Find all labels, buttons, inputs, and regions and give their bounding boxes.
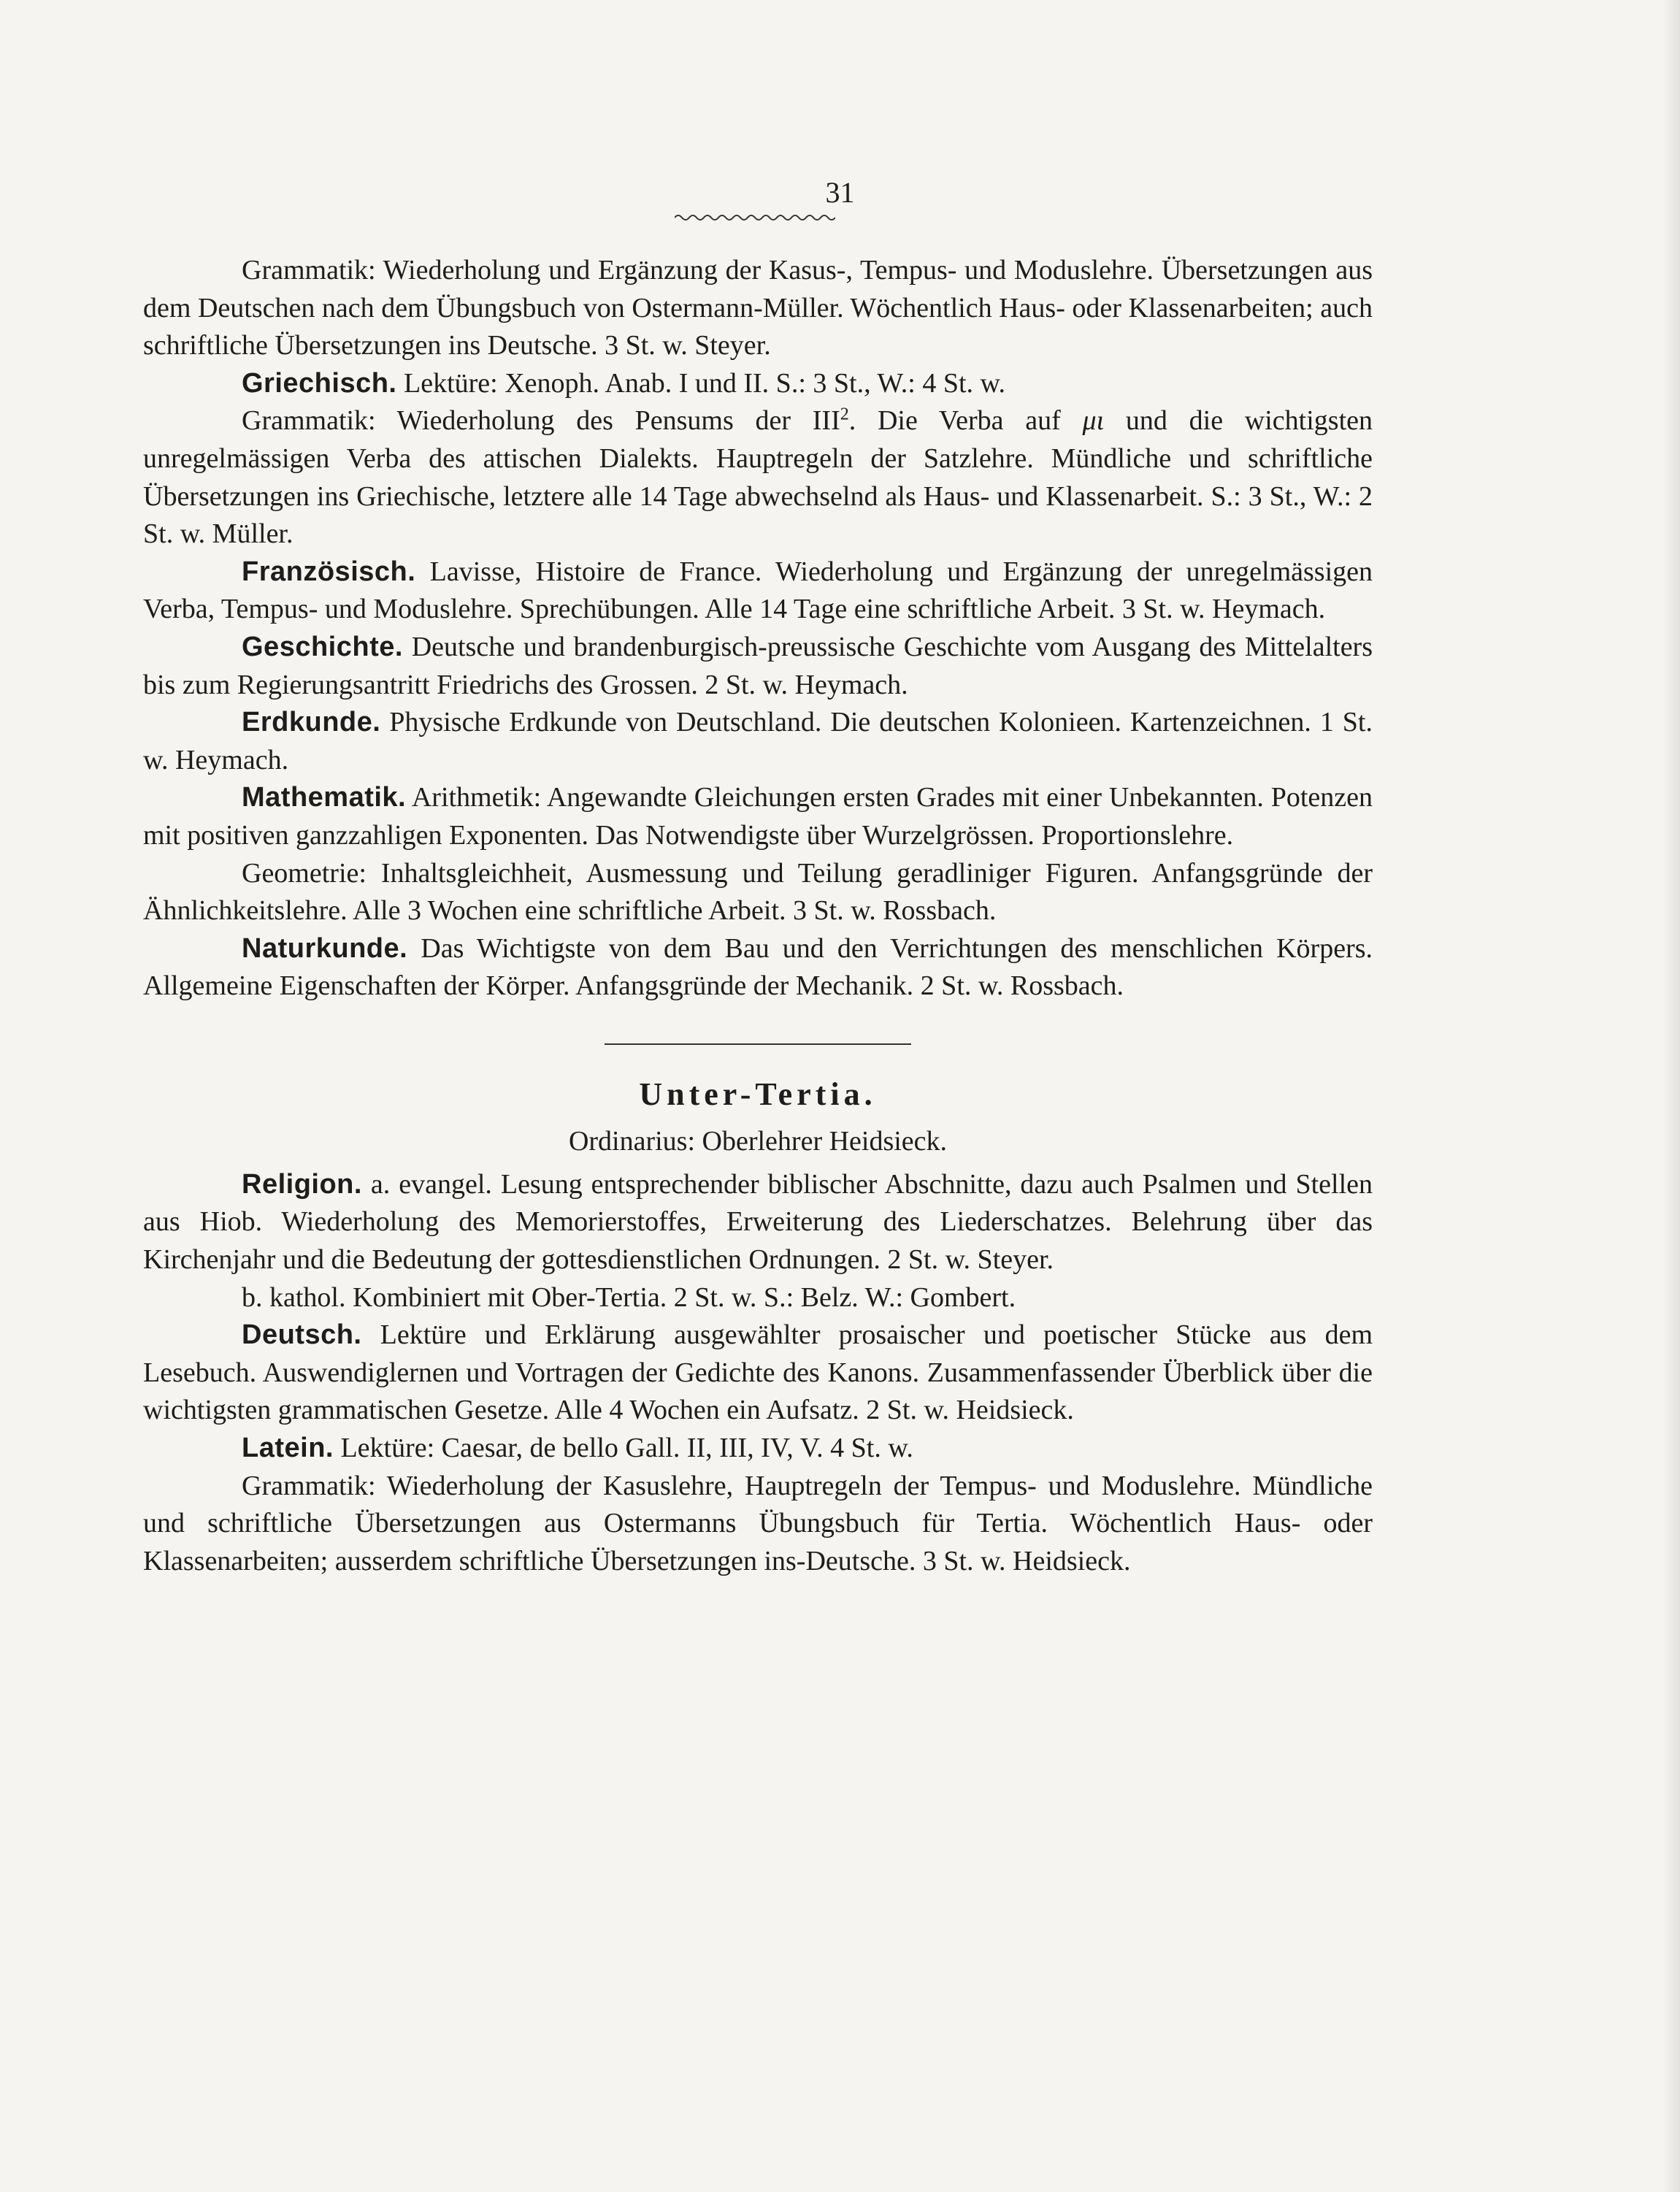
erdkunde-text: Physische Erdkunde von Deutschland. Die deutschen Kolonieen. Kartenzeichnen. 1 St. w. Heymach.	[143, 707, 1373, 775]
franzoesisch-heading: Französisch.	[242, 556, 416, 587]
griechisch-paragraph	[143, 365, 1373, 403]
greek-mu-iota: μι	[1082, 405, 1105, 437]
mathematik-heading: Mathematik.	[242, 782, 407, 813]
franzoesisch-text: Lavisse, Histoire de France. Wiederholung und Ergänzung der unregelmässigen Verba, Tempus- und Moduslehre. Sprechübungen. Alle 14 Tage eine schriftliche Arbeit. 3 St. w. Heymach.	[143, 556, 1373, 625]
text-column	[143, 252, 1373, 1580]
religion-paragraph	[143, 1166, 1373, 1279]
geschichte-text: Deutsche und brandenburgisch-preussische Geschichte vom Ausgang des Mittelalters bis zum Regierungsantritt Friedrichs des Grossen. 2 St. w. Heymach.	[143, 631, 1373, 700]
ordinarius-line: Ordinarius: Oberlehrer Heidsieck.	[568, 1125, 948, 1157]
erdkunde-paragraph	[143, 704, 1373, 779]
naturkunde-text: Das Wichtigste von dem Bau und den Verrichtungen des menschlichen Körpers. Allgemeine Eigenschaften der Körper. Anfangsgründe der Mechanik. 2 St. w. Rossbach.	[143, 932, 1373, 1002]
erdkunde-heading: Erdkunde.	[242, 707, 381, 738]
religion-katholisch-text: b. kathol. Kombiniert mit Ober-Tertia. 2 St. w. S.: Belz. W.: Gombert.	[242, 1281, 1016, 1313]
mathematik-paragraph	[143, 779, 1373, 854]
mathematik-text: Arithmetik: Angewandte Gleichungen ersten Grades mit einer Unbekannten. Potenzen mit positiven ganzzahligen Exponenten. Das Notwendigste über Wurzelgrössen. Proportionslehre.	[143, 782, 1373, 851]
griechisch-grammatik-paragraph	[143, 402, 1373, 553]
latein-heading: Latein.	[242, 1433, 334, 1464]
wavy-rule-ornament	[675, 212, 835, 223]
latein-grammatik-ut-paragraph	[143, 1468, 1373, 1581]
griechisch-grammatik-part-a: Grammatik: Wiederholung des Pensums der III	[242, 405, 840, 437]
religion-heading: Religion.	[242, 1168, 362, 1200]
naturkunde-paragraph	[143, 930, 1373, 1005]
geschichte-paragraph	[143, 629, 1373, 704]
geometrie-text: Geometrie: Inhaltsgleichheit, Ausmessung und Teilung geradliniger Figuren. Anfangsgründe der Ähnlichkeitslehre. Alle 3 Wochen eine schriftliche Arbeit. 3 St. w. Rossbach.	[143, 857, 1373, 927]
page-number: 31	[825, 176, 855, 209]
page-edge-shadow	[1662, 0, 1680, 2192]
geschichte-heading: Geschichte.	[242, 631, 403, 662]
latein-grammatik-ut-text: Grammatik: Wiederholung der Kasuslehre, Hauptregeln der Tempus- und Moduslehre. Mündliche und schriftliche Übersetzungen aus Ostermanns Übungsbuch für Tertia. Wöchentlich Haus- oder Klassenarbeiten; ausserdem schriftliche Übersetzungen ins-Deutsche. 3 St. w. Heidsieck.	[143, 1470, 1373, 1576]
latein-paragraph	[143, 1430, 1373, 1468]
griechisch-grammatik-part-b: . Die Verba auf	[848, 405, 1061, 437]
religion-katholisch-paragraph	[143, 1279, 1373, 1317]
deutsch-paragraph	[143, 1317, 1373, 1430]
section-divider	[605, 1043, 911, 1045]
franzoesisch-paragraph	[143, 553, 1373, 629]
latein-grammatik-paragraph	[143, 252, 1373, 365]
griechisch-text: Lektüre: Xenoph. Anab. I und II. S.: 3 St., W.: 4 St. w.	[403, 367, 1005, 399]
deutsch-heading: Deutsch.	[242, 1319, 362, 1351]
griechisch-grammatik-superscript: 2	[840, 405, 849, 424]
deutsch-text: Lektüre und Erklärung ausgewählter prosaischer und poetischer Stücke aus dem Lesebuch. Auswendiglernen und Vortragen der Gedichte des Kanons. Zusammenfassender Überblick über die wichtigsten grammatischen Gesetze. Alle 4 Wochen ein Aufsatz. 2 St. w. Heidsieck.	[143, 1319, 1373, 1426]
latein-text: Lektüre: Caesar, de bello Gall. II, III, IV, V. 4 St. w.	[340, 1433, 913, 1464]
religion-text: a. evangel. Lesung entsprechender biblischer Abschnitte, dazu auch Psalmen und Stellen aus Hiob. Wiederholung des Memorierstoffes, Erweiterung des Liederschatzes. Belehrung über das Kirchenjahr und die Bedeutung der gottesdienstlichen Ordnungen. 2 St. w. Steyer.	[143, 1168, 1373, 1276]
geometrie-paragraph	[143, 855, 1373, 930]
section-title-unter-tertia: Unter-Tertia.	[639, 1076, 877, 1112]
griechisch-heading: Griechisch.	[242, 367, 397, 399]
latein-grammatik-text: Grammatik: Wiederholung und Ergänzung der Kasus-, Tempus- und Moduslehre. Übersetzungen aus dem Deutschen nach dem Übungsbuch von Ostermann-Müller. Wöchentlich Haus- oder Klassenarbeiten; auch schriftliche Übersetzungen ins Deutsche. 3 St. w. Steyer.	[143, 255, 1373, 361]
naturkunde-heading: Naturkunde.	[242, 932, 408, 964]
griechisch-grammatik-part-c: und die wichtigsten unregelmässigen Verba des attischen Dialekts. Hauptregeln der Satzlehre. Mündliche und schriftliche Übersetzungen ins Griechische, letztere alle 14 Tage abwechselnd als Haus- und Klassenarbeit. S.: 3 St., W.: 2 St. w. Müller.	[143, 405, 1373, 550]
